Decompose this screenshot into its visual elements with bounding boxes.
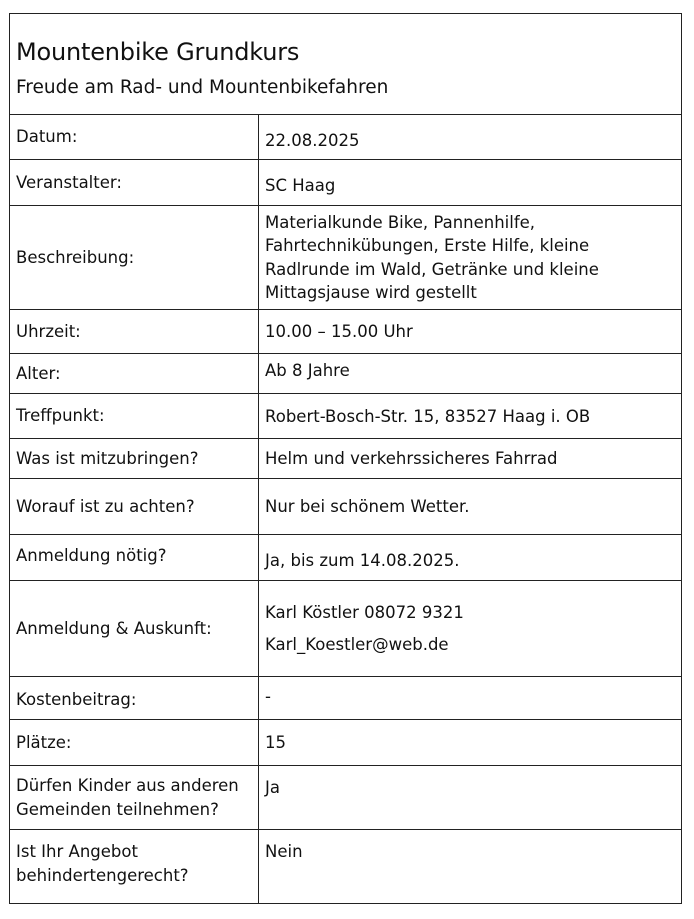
document-title: Mountenbike Grundkurs	[16, 38, 300, 66]
contact-email[interactable]: Karl_Koestler@web.de	[265, 635, 449, 654]
table-row-andere-gemeinden	[10, 766, 682, 830]
contact-name-phone: Karl Köstler 08072 9321	[265, 603, 464, 622]
row-label: Alter:	[10, 354, 259, 394]
table-row-kostenbeitrag	[10, 677, 682, 720]
row-label: Kostenbeitrag:	[10, 677, 259, 720]
event-details-table	[9, 114, 682, 904]
row-value: SC Haag	[259, 160, 682, 206]
row-label: Anmeldung nötig?	[10, 535, 259, 581]
table-row-behindertengerecht	[10, 830, 682, 904]
row-label: Dürfen Kinder aus anderen Gemeinden teilnehmen?	[10, 766, 259, 830]
row-label: Uhrzeit:	[10, 310, 259, 354]
table-row-treffpunkt	[10, 394, 682, 439]
table-row-uhrzeit	[10, 310, 682, 354]
row-value: Robert-Bosch-Str. 15, 83527 Haag i. OB	[259, 394, 682, 439]
row-value: 10.00 – 15.00 Uhr	[259, 310, 682, 354]
row-label: Anmeldung & Auskunft:	[10, 581, 259, 677]
row-value: Materialkunde Bike, Pannenhilfe, Fahrtechnikübungen, Erste Hilfe, kleine Radlrunde im Wald, Getränke und kleine Mittagsjause wird gestellt	[259, 206, 682, 310]
table-row-alter	[10, 354, 682, 394]
row-value: Ja	[259, 766, 682, 830]
row-value: -	[259, 677, 682, 720]
row-label: Veranstalter:	[10, 160, 259, 206]
table-row-datum	[10, 115, 682, 160]
table-row-worauf-achten	[10, 479, 682, 535]
contact-cell	[259, 581, 682, 677]
table-row-mitzubringen	[10, 439, 682, 479]
row-label: Treffpunkt:	[10, 394, 259, 439]
table-row-anmeldung-auskunft	[10, 581, 682, 677]
row-label: Plätze:	[10, 720, 259, 766]
table-row-veranstalter	[10, 160, 682, 206]
row-label: Datum:	[10, 115, 259, 160]
row-value: 22.08.2025	[259, 115, 682, 160]
table-row-beschreibung	[10, 206, 682, 310]
event-sheet	[9, 13, 682, 904]
row-value: Ja, bis zum 14.08.2025.	[259, 535, 682, 581]
document-header	[9, 13, 682, 114]
table-row-anmeldung-noetig	[10, 535, 682, 581]
row-value: 15	[259, 720, 682, 766]
row-value: Helm und verkehrssicheres Fahrrad	[259, 439, 682, 479]
row-label: Ist Ihr Angebot behindertengerecht?	[10, 830, 259, 904]
row-label: Beschreibung:	[10, 206, 259, 310]
row-label: Was ist mitzubringen?	[10, 439, 259, 479]
row-value: Nur bei schönem Wetter.	[259, 479, 682, 535]
row-label: Worauf ist zu achten?	[10, 479, 259, 535]
row-value: Ab 8 Jahre	[259, 354, 682, 394]
document-subtitle: Freude am Rad- und Mountenbikefahren	[16, 77, 389, 98]
table-row-plaetze	[10, 720, 682, 766]
row-value: Nein	[259, 830, 682, 904]
